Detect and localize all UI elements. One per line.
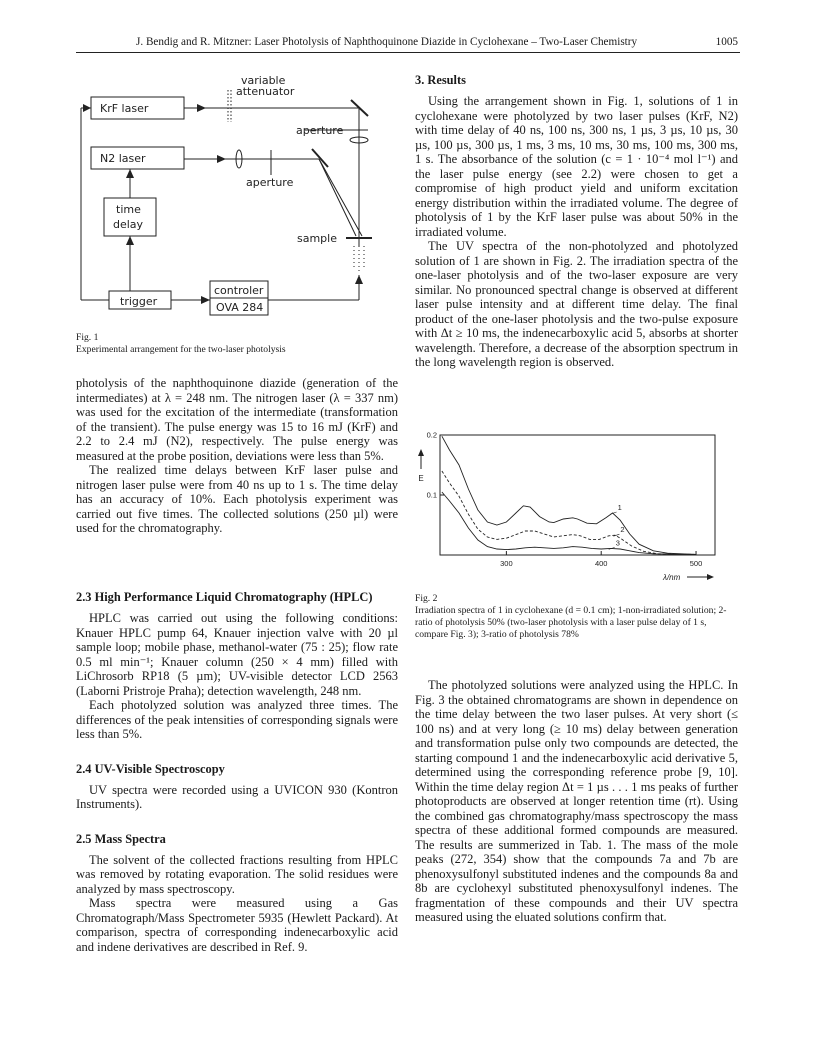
- y-axis-arrowhead: [418, 449, 424, 456]
- right-column-text-bottom: [415, 678, 738, 925]
- trigger-label: trigger: [120, 295, 158, 308]
- x-axis-arrowhead: [707, 574, 714, 580]
- paragraph-hplc-results: The photolyzed solutions were analyzed using the HPLC. In Fig. 3 the obtained chromatograms are shown in dependence on the time delay between the two laser pulses. At very short (≤ 100 ns) and at very long (≥ 10 ms) delay between generation and transformation pulse only two compounds are detected, the starting compound 1 and the indenecarboxylic acid derivative 5, determined using the corresponding reference probe [9, 10]. Within the time delay region Δt = 1 µs . . . 1 ms peaks of further photoproducts are observed at longer retention time (rt). Using the combined gas chromatography/mass spectroscopy the mass spectra of these additional formed compounds are measured. The results are summerized in Tab. 1. The mass of the mole peaks (272, 354) show that the compounds 7a and 7b are phenoxysulfonyl substituted indenes and the compounds 8a and 8b are cyclohexyl substituted phenoxysulfonyl indenes. The fragmentation of these compounds and their UV spectra measured using the eluated solutions confirm that.: [415, 678, 738, 924]
- series-label-3: 3: [615, 538, 620, 548]
- x-tick-label: 400: [594, 559, 608, 568]
- figure-2-chart: [415, 425, 725, 590]
- paragraph-time-delays: The realized time delays between KrF laser pulse and nitrogen laser pulse were from 40 ns up to 1 s. The time delay has an accuracy of 10%. Each photolysis experiment was carried out five times. The collected solutions (250 µl) were used for the chromatography.: [76, 463, 398, 535]
- right-column-text-top: [415, 73, 738, 370]
- paragraph-cont: photolysis of the naphthoquinone diazide (generation of the intermediates) at λ = 248 nm. The nitrogen laser (λ = 337 nm) was used for the excitation of the intermediate (transformation of the transient). The pulse energy was 15 to 16 mJ (KrF) and 2.2 to 2.4 mJ (N2), respectively. The pulse energy was measured at the probe position, deviations were less than 5%.: [76, 376, 398, 463]
- left-column-text-top: [76, 376, 398, 536]
- time-label: time: [116, 203, 141, 216]
- fig2-caption-text: Irradiation spectra of 1 in cyclohexane (d = 0.1 cm); 1-non-irradiated solution; 2-ratio of photolysis 50% (two-laser photolysis with a laser pulse delay of 1 s, compare Fig. 3); 3-ratio of photolysis 78%: [415, 605, 727, 640]
- chart-text: [418, 431, 702, 583]
- sample-label: sample: [297, 232, 337, 245]
- x-tick-label: 500: [689, 559, 703, 568]
- section-3-heading: 3. Results: [415, 73, 466, 87]
- section-2-4-heading: 2.4 UV-Visible Spectroscopy: [76, 761, 225, 776]
- figure-1-diagram: [76, 70, 376, 332]
- series-line-3: [442, 492, 696, 554]
- y-tick-label: 0.2: [426, 430, 437, 440]
- section-2-5-heading: 2.5 Mass Spectra: [76, 831, 166, 846]
- left-column-text-bottom: [76, 590, 398, 954]
- fig1-caption: [76, 332, 398, 356]
- series-label-1: 1: [617, 503, 622, 512]
- paragraph-results-1: Using the arrangement shown in Fig. 1, solutions of 1 in cyclohexane were photolyzed by two laser pulses (KrF, N2) with time delay of 40 ns, 100 ns, 300 ns, 1 µs, 3 µs, 10 µs, 30 µs, 100 µs, 300 µs, 1 ms, 3 ms, 10 ms, 30 ms, 100 ms, 300 ms, 1 s. The absorbance of the solution (c = 1 · 10⁻⁴ mol l⁻¹) and the laser pulse energy (see 2.2) were chosen to get a compromise of high product yield and uniform excitation energy distribution within the irradiated volume. The degree of photolysis of 1 by the KrF laser pulse was about 50% in the irradiated volume.: [415, 94, 738, 239]
- y-tick-label: 0.1: [426, 490, 437, 500]
- fig1-caption-number: Fig. 1: [76, 332, 99, 343]
- delay-label: delay: [113, 218, 144, 231]
- controler-label: controler: [214, 284, 264, 297]
- paragraph-hplc-repeat: Each photolyzed solution was analyzed three times. The differences of the peak intensities of corresponding signals were less than 5%.: [76, 698, 398, 741]
- paragraph-uv-vis: UV spectra were recorded using a UVICON 930 (Kontron Instruments).: [76, 782, 398, 811]
- chart-axes: [418, 435, 715, 580]
- fig1-caption-text: Experimental arrangement for the two-laser photolysis: [76, 344, 286, 355]
- krf-laser-label: KrF laser: [100, 102, 149, 115]
- series-label-2: 2: [620, 525, 625, 535]
- series-line-1: [442, 436, 696, 554]
- x-axis-label: λ/nm: [663, 573, 681, 582]
- aperture-bottom-label: aperture: [246, 176, 294, 189]
- section-2-3-heading: 2.3 High Performance Liquid Chromatography (HPLC): [76, 590, 373, 604]
- variable-label: variable: [241, 74, 286, 87]
- running-title: J. Bendig and R. Mitzner: Laser Photolysis of Naphthoquinone Diazide in Cyclohexane – Two-Laser Chemistry: [136, 36, 638, 48]
- paragraph-results-2: The UV spectra of the non-photolyzed and photolyzed solution of 1 are shown in Fig. 2. The irradiation spectra of the one-laser photolysis and of the two-laser exposure are very similar. No pronounced spectral change is observed at different laser pulse intensity and at different time delay. The final product of the one-laser photolysis and the two-pulse exposure with Δt ≥ 10 ms, the indenecarboxylic acid 5, absorbs at shorter wavelength. Therefore, a decrease of the absorption spectrum in the long wavelength region is observed.: [415, 239, 738, 369]
- plot-frame: [440, 435, 715, 555]
- paragraph-ms-solvent: The solvent of the collected fractions resulting from HPLC was removed by rotating evaporation. The solid residues were analyzed by mass spectroscopy.: [76, 852, 398, 896]
- x-tick-label: 300: [500, 559, 513, 568]
- chart-lines: [442, 436, 696, 554]
- page-number: 1005: [715, 36, 738, 48]
- running-header: [76, 36, 740, 53]
- fig2-caption: [415, 593, 738, 641]
- ova-label: OVA 284: [216, 301, 264, 314]
- fig2-caption-number: Fig. 2: [415, 593, 438, 604]
- y-axis-label: E: [418, 474, 424, 483]
- aperture-right-label: aperture: [296, 124, 344, 137]
- attenuator-label: attenuator: [236, 85, 295, 98]
- n2-laser-label: N2 laser: [100, 152, 146, 165]
- paragraph-hplc-conditions: HPLC was carried out using the following conditions: Knauer HPLC pump 64, Knauer injection valve with 20 µl sample loop; mobile phase, methanol-water (75 : 25); flow rate 0.5 ml min⁻¹; Knauer column (250 × 4 mm) filled with LiChrosorb RP18 (5 µm); UV-visible detector LCD 2563 (Laborni Pristroje Praha); detection wavelength, 248 nm.: [76, 611, 398, 698]
- paragraph-ms-measured: Mass spectra were measured using a Gas Chromatograph/Mass Spectrometer 5935 (Hewlett Packard). At comparison, spectra of corresponding indenecarboxylic acid and indene derivatives are described in Ref. 9.: [76, 896, 398, 954]
